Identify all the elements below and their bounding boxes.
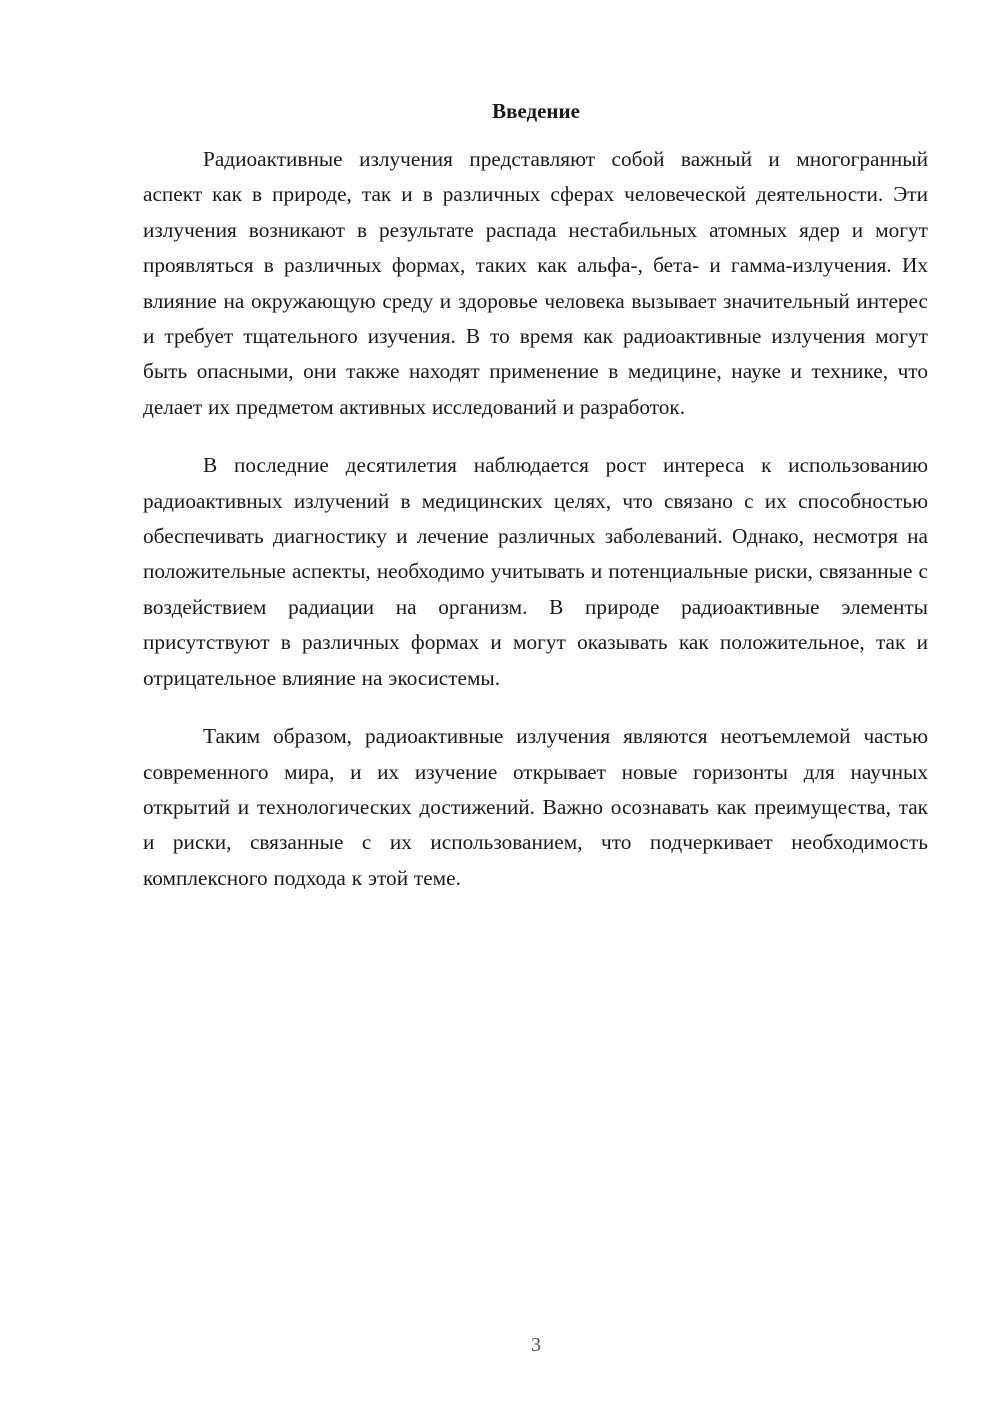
page-number: 3: [531, 1334, 541, 1356]
body-text: [143, 142, 928, 919]
paragraph-1: Радиоактивные излучения представляют собой важный и многогранный аспект как в природе, так и в различных сферах человеческой деятельности. Эти излучения возникают в результате распада нестабильных атомных ядер и могут проявляться в различных формах, таких как альфа-, бета- и гамма-излучения. Их влияние на окружающую среду и здоровье человека вызывает значительный интерес и требует тщательного изучения. В то время как радиоактивные излучения могут быть опасными, они также находят применение в медицине, науке и технике, что делает их предметом активных исследований и разработок.: [143, 147, 928, 419]
paragraph-3: Таким образом, радиоактивные излучения являются неотъемлемой частью современного мира, и их изучение открывает новые горизонты для научных открытий и технологических достижений. Важно осознавать как преимущества, так и риски, связанные с их использованием, что подчеркивает необходимость комплексного подхода к этой теме.: [143, 724, 928, 890]
section-heading: Введение: [492, 99, 580, 123]
paragraph-2: В последние десятилетия наблюдается рост интереса к использованию радиоактивных излучений в медицинских целях, что связано с их способностью обеспечивать диагностику и лечение различных заболеваний. Однако, несмотря на положительные аспекты, необходимо учитывать и потенциальные риски, связанные с воздействием радиации на организм. В природе радиоактивные элементы присутствуют в различных формах и могут оказывать как положительное, так и отрицательное влияние на экосистемы.: [143, 453, 928, 690]
